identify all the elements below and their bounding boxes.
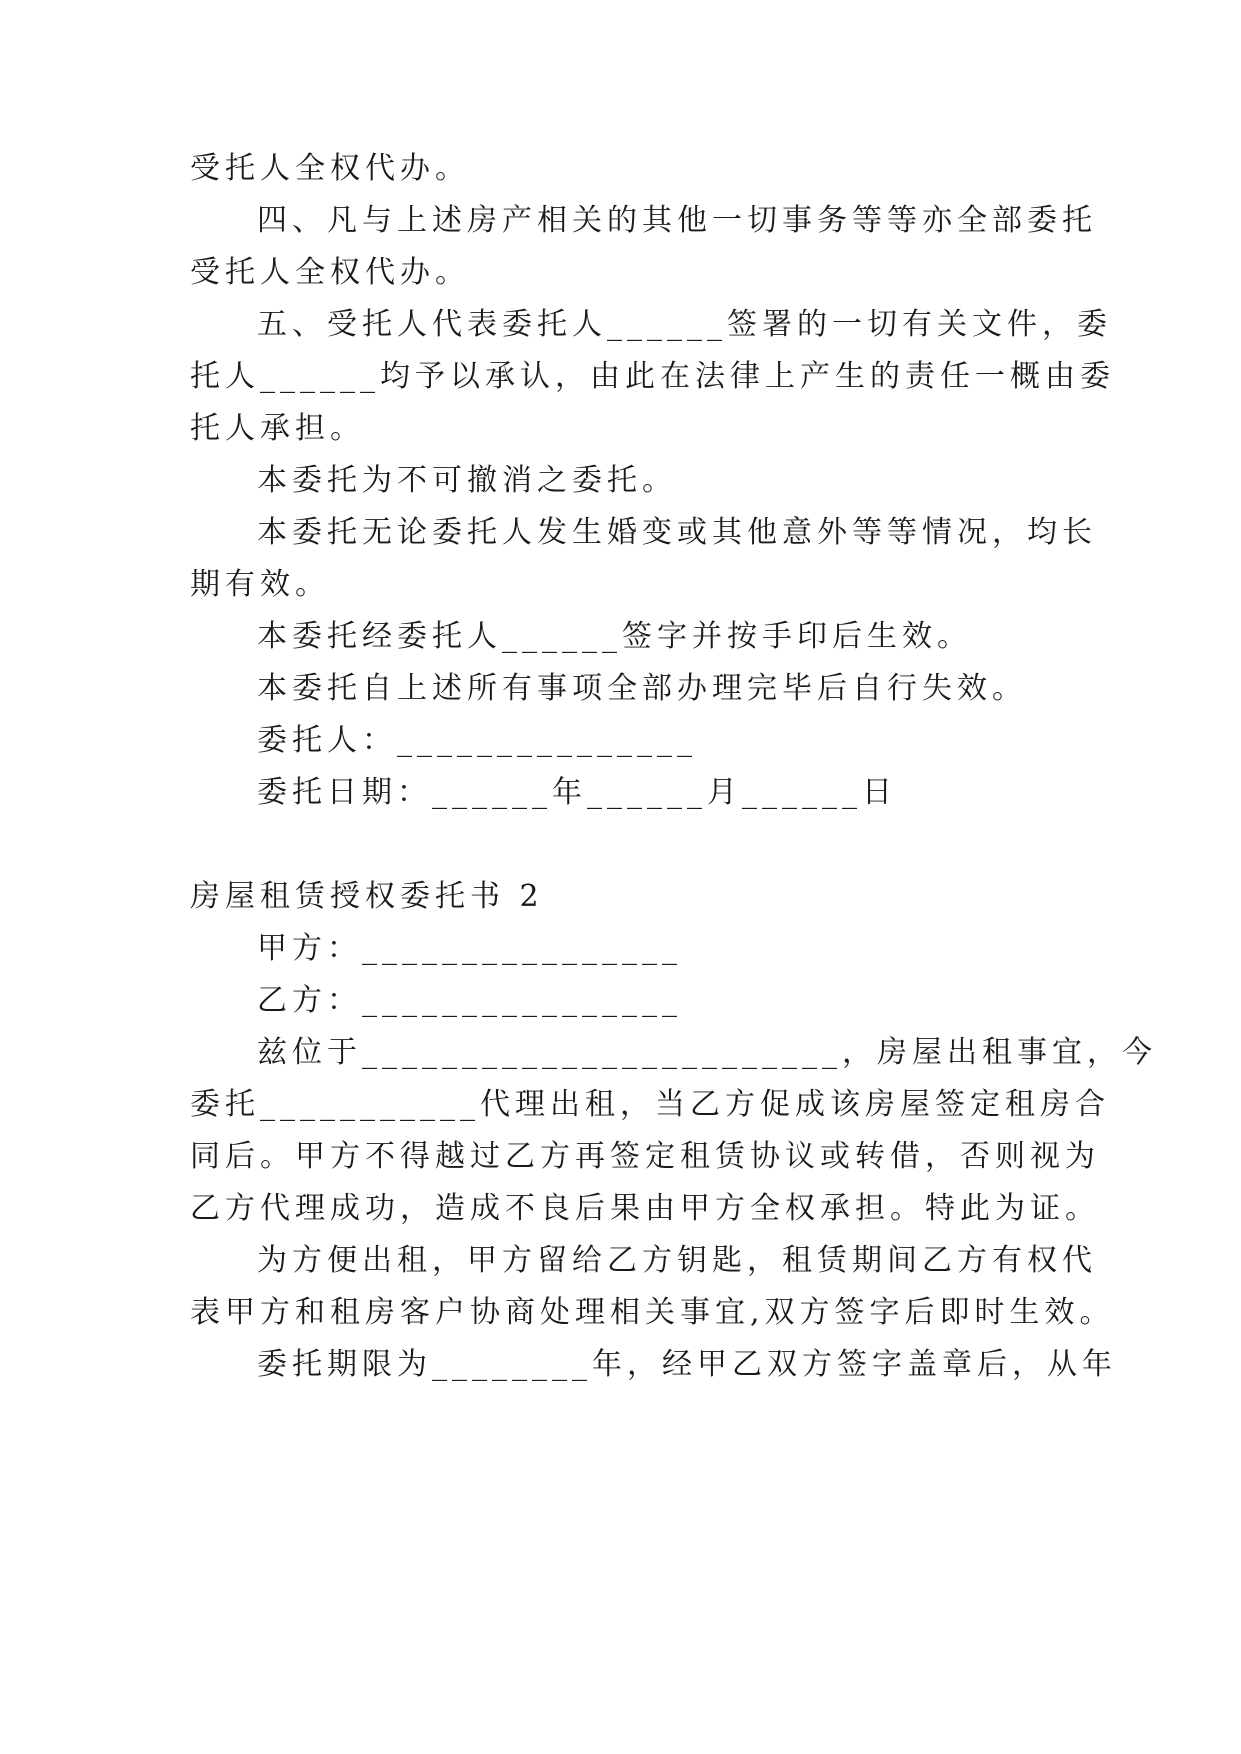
paragraph-line: 本委托为不可撤消之委托。: [257, 463, 677, 498]
paragraph-line: 委托期限为________年，经甲乙双方签字盖章后，从年: [257, 1347, 1117, 1382]
signature-line: 委托人：_______________: [257, 723, 697, 758]
paragraph-line: 为方便出租，甲方留给乙方钥匙，租赁期间乙方有权代: [257, 1243, 1097, 1278]
party-b-line: 乙方：________________: [257, 983, 682, 1018]
paragraph-line: 托人______均予以承认，由此在法律上产生的责任一概由委: [190, 359, 1115, 394]
paragraph-line: 乙方代理成功，造成不良后果由甲方全权承担。特此为证。: [190, 1191, 1100, 1226]
paragraph-line: 同后。甲方不得越过乙方再签定租赁协议或转借，否则视为: [190, 1139, 1100, 1174]
party-a-line: 甲方：________________: [257, 931, 682, 966]
paragraph-line: 兹位于________________________，房屋出租事宜，今: [257, 1035, 1157, 1070]
paragraph-line: 托人承担。: [190, 411, 365, 446]
paragraph-line: 本委托无论委托人发生婚变或其他意外等等情况，均长: [257, 515, 1097, 550]
paragraph-line: 四、凡与上述房产相关的其他一切事务等等亦全部委托: [257, 203, 1097, 238]
date-line: 委托日期：______年______月______日: [257, 775, 897, 810]
paragraph-line: 本委托自上述所有事项全部办理完毕后自行失效。: [257, 671, 1027, 706]
paragraph-line: 受托人全权代办。: [190, 255, 470, 290]
paragraph-line: 五、受托人代表委托人______签署的一切有关文件，委: [257, 307, 1112, 342]
paragraph-line: 本委托经委托人______签字并按手印后生效。: [257, 619, 972, 654]
section-title: 房屋租赁授权委托书 2: [190, 879, 544, 914]
paragraph-line: 委托___________代理出租，当乙方促成该房屋签定租房合: [190, 1087, 1110, 1122]
paragraph-line: 受托人全权代办。: [190, 151, 470, 186]
paragraph-line: 表甲方和租房客户协商处理相关事宜,双方签字后即时生效。: [190, 1295, 1115, 1330]
paragraph-line: 期有效。: [190, 567, 330, 602]
